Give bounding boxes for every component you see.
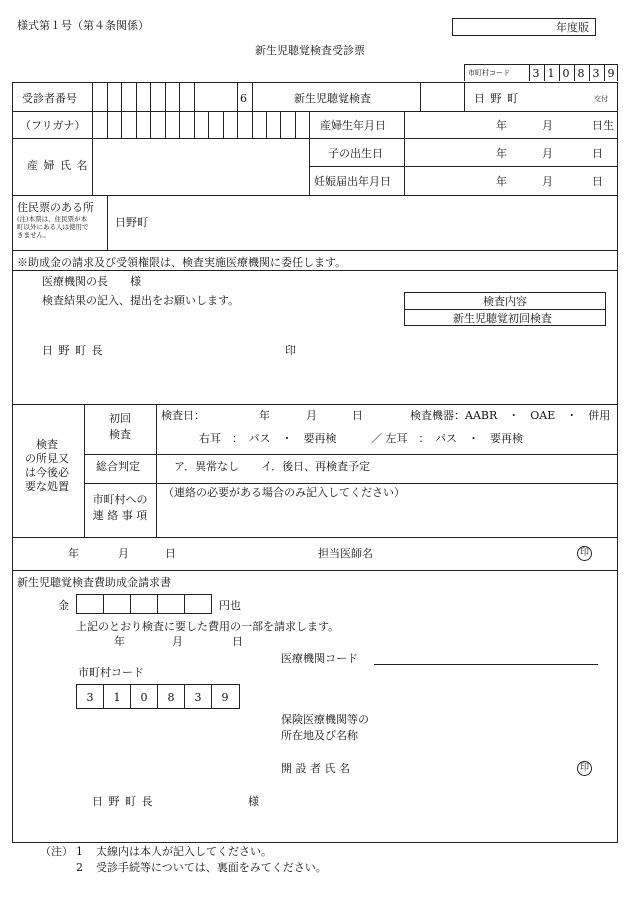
child-birth-month: 月 <box>542 147 553 160</box>
note-number: 1 <box>76 845 83 858</box>
exam-name: 新生児聴覚検査 <box>294 92 371 105</box>
municipality-code-digit: 3 <box>529 65 544 81</box>
mayor-label: 日 野 町 長 <box>42 344 104 357</box>
mother-birth-month: 月 <box>542 119 553 132</box>
claim-title: 新生児聴覚検査費助成金請求書 <box>17 576 171 589</box>
claim-muni-code-digit: 1 <box>113 691 121 704</box>
exam-content-label: 検査内容 <box>483 295 527 308</box>
year-edition-box[interactable] <box>452 18 596 36</box>
amount-boxes[interactable] <box>76 594 212 614</box>
claim-muni-code-label: 市町村コード <box>78 666 144 679</box>
mother-birth-year: 年 <box>496 119 507 132</box>
left-ear-result[interactable]: ／ 左耳 ： パス ・ 要再検 <box>371 432 523 445</box>
exam-device-options[interactable]: 検査機器：AABR ・ OAE ・ 併用 <box>410 409 611 422</box>
doctor-date-year: 年 <box>68 547 79 560</box>
founder-seal-icon: 印 <box>577 761 592 776</box>
municipality-code-label: 市町村コード <box>468 69 510 77</box>
municipality-code-digit: 9 <box>604 65 619 81</box>
claim-mayor-label: 日 野 町 長 <box>92 795 154 808</box>
claim-muni-code-digit: 0 <box>140 691 148 704</box>
address-note: (注)本票は、住民票が本町以外にある人は使用できません。 <box>17 215 89 240</box>
issued-label: 交付 <box>594 95 608 103</box>
doctor-date-day: 日 <box>165 547 176 560</box>
address-label: 住民票のある所 <box>17 201 94 214</box>
municipality-code-digit: 8 <box>574 65 589 81</box>
municipality-code-digit: 3 <box>589 65 604 81</box>
exam-content-value: 新生児聴覚初回検査 <box>453 312 552 325</box>
mother-name-label: 産 婦 氏 名 <box>27 159 89 172</box>
exam-date-month: 月 <box>306 409 317 422</box>
exam-date-label: 検査日： <box>161 409 205 422</box>
claim-date-year: 年 <box>114 635 125 648</box>
claim-statement: 上記のとおり検査に要した費用の一部を請求します。 <box>76 620 340 633</box>
amount-suffix: 円也 <box>219 599 241 612</box>
notes-prefix: （注） <box>40 845 73 858</box>
exam-content-box <box>404 292 606 326</box>
address-value[interactable]: 日野町 <box>115 216 148 229</box>
institution-address-label-2: 所在地及び名称 <box>281 729 358 742</box>
right-ear-result[interactable]: 右耳 ： パス ・ 要再検 <box>199 432 337 445</box>
municipality-name: 日 野 町 <box>474 92 519 105</box>
note-number: 2 <box>76 861 83 874</box>
delegation-notice: ※助成金の請求及び受領権限は、検査実施医療機関に委任します。 <box>17 256 347 269</box>
institution-code-line[interactable] <box>374 664 598 665</box>
request-message: 検査結果の記入、提出をお願いします。 <box>42 294 240 307</box>
child-birth-label: 子の出生日 <box>328 147 383 160</box>
contact-notes-label: 市町村への 連 絡 事 項 <box>92 493 148 522</box>
child-birth-year: 年 <box>496 147 507 160</box>
pregnancy-report-month: 月 <box>542 175 553 188</box>
initial-exam-label: 初回 検査 <box>109 412 131 441</box>
claim-muni-code-digit: 3 <box>194 691 202 704</box>
amount-prefix: 金 <box>58 599 69 612</box>
mother-birth-label: 産婦生年月日 <box>320 119 386 132</box>
results-section-label: 検査 の所見又 は今後必 要な処置 <box>25 438 69 494</box>
mother-birth-day: 日生 <box>592 119 614 132</box>
mayor-seal-mark: 印 <box>285 344 296 357</box>
pregnancy-report-year: 年 <box>496 175 507 188</box>
furigana-label: （フリガナ） <box>20 119 86 132</box>
municipality-code-digit: 1 <box>544 65 559 81</box>
founder-name-label: 開 設 者 氏 名 <box>281 762 350 775</box>
claim-muni-code-digit: 3 <box>86 691 94 704</box>
claim-muni-code-digit: 8 <box>167 691 175 704</box>
municipality-code-strip <box>464 64 618 81</box>
municipality-code-digit: 0 <box>559 65 574 81</box>
pregnancy-report-label: 妊娠届出年月日 <box>314 175 391 188</box>
pregnancy-report-day: 日 <box>592 175 603 188</box>
institution-code-label: 医療機関コード <box>281 652 358 665</box>
examinee-number-label: 受診者番号 <box>22 92 77 105</box>
child-birth-day: 日 <box>592 147 603 160</box>
form-number: 様式第１号（第４条関係） <box>17 19 149 32</box>
claim-mayor-sama: 様 <box>248 795 259 808</box>
request-addressee: 医療機関の長 様 <box>42 275 141 288</box>
doctor-name-label: 担当医師名 <box>318 547 373 560</box>
institution-address-label-1: 保険医療機関等の <box>281 713 369 726</box>
claim-date-day: 日 <box>232 635 243 648</box>
examinee-number-digit[interactable]: 6 <box>240 92 247 105</box>
contact-notes-instruction[interactable]: （連絡の必要がある場合のみ記入してください） <box>163 486 405 499</box>
doctor-date-month: 月 <box>118 547 129 560</box>
exam-date-year: 年 <box>259 409 270 422</box>
claim-muni-code-digit: 9 <box>221 691 229 704</box>
overall-judgment-options[interactable]: ア．異常なし イ．後日、再検査予定 <box>174 460 371 473</box>
doctor-seal-icon: 印 <box>577 546 592 561</box>
claim-muni-code-boxes <box>76 684 240 709</box>
exam-date-day: 日 <box>352 409 363 422</box>
page-title: 新生児聴覚検査受診票 <box>255 44 365 57</box>
overall-judgment-label: 総合判定 <box>96 460 140 473</box>
note-text: 太線内は本人が記入してください。 <box>96 845 272 858</box>
year-edition-label: 年度版 <box>556 21 589 34</box>
note-text: 受診手続等については、裏面をみてください。 <box>96 861 327 874</box>
claim-date-month: 月 <box>172 635 183 648</box>
